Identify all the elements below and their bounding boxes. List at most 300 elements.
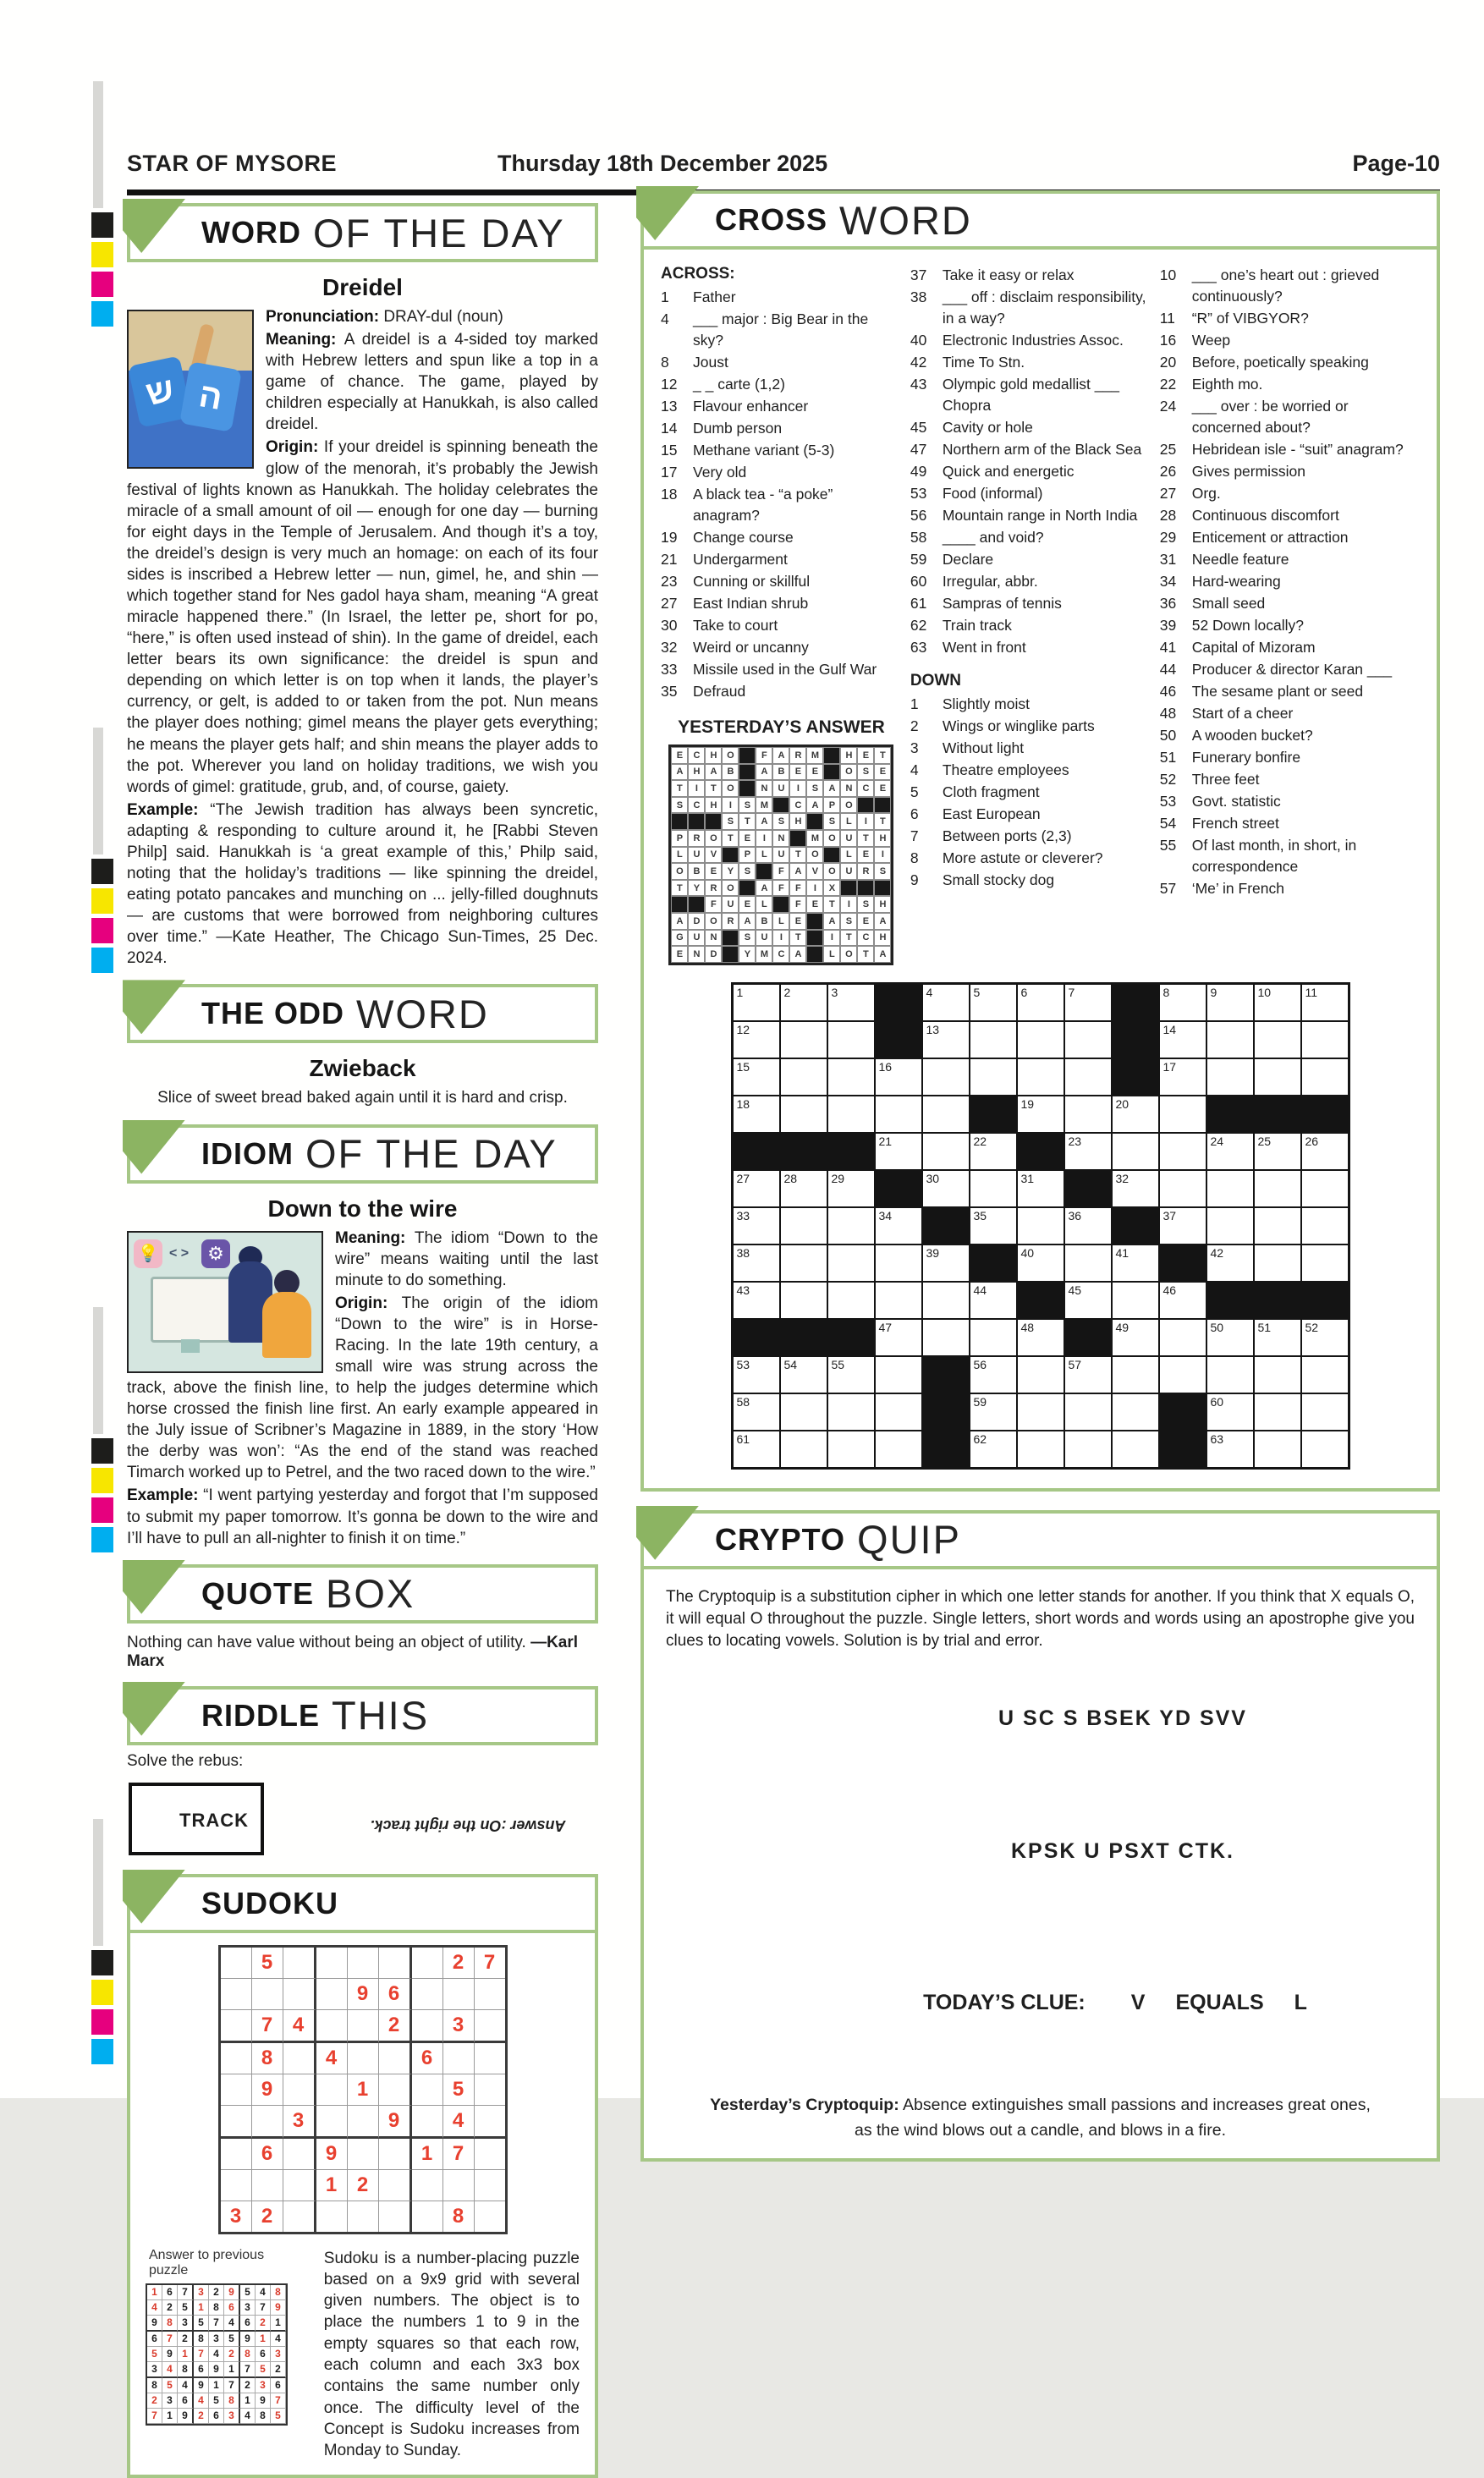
cell-number: 61 [736, 1431, 750, 1446]
clue-text: _ _ carte (1,2) [693, 376, 785, 393]
sudoku-cell: 8 [162, 2316, 178, 2332]
sudoku-cell: 6 [252, 2139, 283, 2170]
letter-cell: A [756, 880, 772, 897]
crossword-black-cell [923, 1208, 969, 1244]
crossword-black-cell [970, 1096, 1016, 1132]
yesterday-cryptoquip-label: Yesterday’s Cryptoquip: [710, 2096, 899, 2115]
clue-number: 50 [1159, 727, 1177, 744]
crossword-clue [1160, 659, 1420, 680]
crossword-cell [923, 1096, 969, 1132]
letter-cell: N [840, 780, 857, 797]
letter-cell: R [722, 913, 739, 930]
crossword-clue [910, 615, 1151, 636]
letter-cell: A [772, 747, 789, 764]
crossword-cell [1065, 1431, 1111, 1467]
sudoku-row [147, 2347, 286, 2362]
crossword-cell [970, 1357, 1016, 1393]
sudoku-cell [221, 2106, 252, 2139]
crossword-clue [910, 287, 1151, 329]
crossword-cell [734, 1022, 779, 1058]
corner-flag-icon [123, 199, 185, 253]
crossword-cell [828, 1283, 874, 1318]
sudoku-cell: 6 [256, 2347, 271, 2362]
letter-cell: S [722, 813, 739, 830]
crossword-cell [1065, 1357, 1111, 1393]
crossword-clue [1160, 791, 1420, 812]
clue-number: 29 [1159, 529, 1177, 546]
yesterday-cryptoquip [666, 2093, 1415, 2143]
crossword-cell [970, 1208, 1016, 1244]
crossword-clue [1160, 615, 1420, 636]
letter-cell: L [772, 913, 789, 930]
crossword-cell [828, 1245, 874, 1281]
clue-text: ____ and void? [942, 529, 1044, 546]
letter-cell: I [806, 880, 823, 897]
sudoku-cell [412, 1979, 443, 2010]
clue-number: 40 [910, 332, 927, 349]
cell-number: 7 [1068, 985, 1075, 999]
crossword-cell [923, 1320, 969, 1355]
crossword-black-cell [923, 1357, 969, 1393]
crossword-cell [1207, 1431, 1253, 1467]
cell-number: 33 [736, 1208, 750, 1223]
clue-number: 62 [910, 617, 927, 634]
letter-cell: C [857, 930, 874, 947]
issue-date: Thursday 18th December 2025 [497, 151, 828, 176]
letter-cell: I [840, 896, 857, 913]
letter-cell: S [806, 780, 823, 797]
clue-text: Take it easy or relax [942, 266, 1075, 283]
letter-cell: A [739, 913, 756, 930]
sudoku-description: Sudoku is a number-placing puzzle based on a 9x9 grid with several given numbers. The object is to place the numbers 1 to 9 in the empty squares so that each row, each column and each 3x3 box contains the same number only once. The difficulty level of the Concept is Sudoku increases from Monday to Sunday. [323, 2249, 580, 2460]
letter-cell: B [772, 764, 789, 781]
gear-icon: ⚙ [201, 1239, 230, 1268]
cell-number: 5 [973, 985, 981, 999]
crossword-cell [1113, 1096, 1158, 1132]
crossword-cell [1018, 1059, 1064, 1095]
crossword-cell [734, 1394, 779, 1430]
crossword-clue [661, 440, 902, 461]
letter-cell: M [806, 830, 823, 847]
crossword-cell [781, 1022, 827, 1058]
sudoku-row [147, 2393, 286, 2409]
letter-cell: T [789, 847, 806, 864]
crossword-clue [910, 374, 1151, 416]
section-word-of-the-day-header [127, 203, 598, 262]
clue-text: Quick and energetic [942, 463, 1075, 480]
article-paragraph: Example: “The Jewish tradition has always been syncretic, adapting & responding to culture around it, he [Rabbi Steven Philp] said. Hanukkah is ‘a great example of this,’ Philp said, noting that the holiday’s traditions — like spinning the dreidel, eating potato pancakes and munching on ... jelly-filled doughnuts — are customs that were borrowed from neighboring cultures over time.” —Kate Heather, The Chicago Sun-Times, 25 Dec. 2024. [127, 800, 598, 968]
crossword-cell [1255, 1171, 1300, 1206]
sudoku-cell: 5 [162, 2378, 178, 2393]
letter-cell: N [772, 830, 789, 847]
letter-cell: F [772, 863, 789, 880]
crossword-cell [1160, 1022, 1206, 1058]
sudoku-row [147, 2409, 286, 2424]
clue-number: 63 [910, 639, 927, 656]
letter-cell: F [705, 896, 722, 913]
sudoku-cell: 5 [240, 2285, 256, 2300]
letter-cell: C [688, 747, 705, 764]
clue-number: 37 [910, 266, 927, 283]
sudoku-cell [221, 2043, 252, 2074]
clue-text: ___ off : disclaim responsibility, in a way? [942, 288, 1146, 327]
crossword-clue [661, 484, 902, 526]
clue-number: 4 [661, 310, 669, 327]
monitor-stand [181, 1339, 200, 1353]
cell-number: 19 [1020, 1096, 1035, 1111]
crossword-clue [1160, 878, 1420, 899]
crossword-cell [828, 985, 874, 1020]
sudoku-cell: 4 [443, 2106, 475, 2139]
clue-number: 24 [1159, 398, 1177, 415]
crossword-cell [828, 1096, 874, 1132]
crossword-cell [876, 1320, 921, 1355]
crossword-cell [1207, 1059, 1253, 1095]
crossword-black-cell [1160, 1394, 1206, 1430]
black-cell [705, 813, 722, 830]
clue-number: 4 [910, 761, 919, 778]
clue-number: 28 [1159, 507, 1177, 524]
clue-label: TODAY’S CLUE: [923, 1991, 1086, 2015]
letter-cell: H [874, 896, 891, 913]
sudoku-cell: 7 [194, 2347, 209, 2362]
odd-word-definition: Slice of sweet bread baked again until it is hard and crisp. [157, 1089, 568, 1107]
crossword-cell [1302, 1357, 1348, 1393]
black-cell [806, 930, 823, 947]
crossword-clue [1160, 769, 1420, 790]
crossword-clue [910, 848, 1151, 869]
sudoku-cell [283, 1979, 316, 2010]
cell-number: 53 [736, 1357, 750, 1371]
cell-number: 38 [736, 1245, 750, 1260]
sudoku-cell: 5 [271, 2409, 286, 2424]
letter-cell: Y [739, 946, 756, 963]
letter-cell: A [705, 764, 722, 781]
left-column [127, 203, 598, 2478]
black-ink-square [91, 1438, 113, 1464]
letter-cell: T [840, 930, 857, 947]
cell-number: 37 [1162, 1208, 1177, 1223]
clue-text: Eighth mo. [1191, 376, 1263, 393]
sudoku-cell: 3 [443, 2010, 475, 2043]
sudoku-cell: 1 [348, 2074, 379, 2106]
sudoku-cell: 2 [379, 2010, 412, 2043]
sudoku-cell: 3 [283, 2106, 316, 2139]
section-tag: RIDDLE [201, 1697, 320, 1733]
clue-text: Funerary bonfire [1191, 749, 1301, 766]
section-tag: WORD [201, 215, 301, 250]
clue-number: 61 [910, 595, 927, 612]
crossword-cell [828, 1357, 874, 1393]
crossword-cell [1255, 985, 1300, 1020]
letter-cell: A [671, 913, 688, 930]
clue-number: 26 [1159, 463, 1177, 480]
clue-number: 27 [1159, 485, 1177, 502]
section-tag: CROSS [715, 202, 828, 237]
crossword-clue [661, 287, 902, 308]
letter-cell: I [789, 780, 806, 797]
cell-number: 21 [878, 1134, 893, 1148]
sudoku-cell [475, 2043, 505, 2074]
corner-flag-icon [123, 1870, 185, 1924]
cell-number: 9 [1210, 985, 1217, 999]
clue-text: Very old [693, 464, 747, 481]
clue-text: Missile used in the Gulf War [693, 661, 877, 678]
sudoku-cell [221, 2010, 252, 2043]
sudoku-cell [316, 1948, 348, 1979]
black-cell [739, 780, 756, 797]
clue-number: 34 [1159, 573, 1177, 590]
cell-number: 13 [926, 1022, 940, 1036]
crossword-clue [910, 593, 1151, 614]
sudoku-cell: 3 [162, 2393, 178, 2409]
sudoku-cell: 5 [209, 2393, 224, 2409]
clue-text: Small stocky dog [942, 871, 1055, 888]
crossword-cell [1255, 1320, 1300, 1355]
clue-number: 54 [1159, 815, 1177, 832]
crossword-clue [910, 804, 1151, 825]
sudoku-cell: 1 [271, 2316, 286, 2332]
sudoku-cell [348, 2201, 379, 2232]
clue-number: 17 [661, 464, 678, 481]
letter-cell: F [789, 880, 806, 897]
sudoku-cell: 1 [256, 2332, 271, 2347]
grid-row [671, 913, 891, 930]
cell-number: 11 [1305, 985, 1318, 999]
letter-cell: A [874, 946, 891, 963]
sudoku-row [147, 2378, 286, 2393]
crossword-clue [1160, 527, 1420, 548]
crossword-cell [1302, 1320, 1348, 1355]
sudoku-cell: 6 [178, 2393, 194, 2409]
article-paragraph: Meaning: A dreidel is a 4-sided toy marked with Hebrew letters and spun like a top in a game of chance. The game, played by children especially at Hanukkah, is also called dreidel. [266, 331, 598, 434]
crossword-cell [876, 1096, 921, 1132]
letter-cell: S [823, 813, 840, 830]
letter-cell: E [705, 863, 722, 880]
clue-number: 7 [910, 827, 919, 844]
sudoku-cell: 2 [162, 2300, 178, 2316]
crossword-cell [734, 1096, 779, 1132]
person-two [262, 1292, 311, 1358]
clue-text: Small seed [1191, 595, 1266, 612]
cell-number: 23 [1068, 1134, 1082, 1148]
clue-text: Electronic Industries Assoc. [942, 332, 1124, 349]
paragraph-label: Pronunciation: [266, 308, 384, 326]
crossword-black-cell [1160, 1245, 1206, 1281]
clue-number: 5 [910, 783, 919, 800]
cell-number: 60 [1210, 1394, 1224, 1409]
crossword-cell [970, 1394, 1016, 1430]
clue-text: Sampras of tennis [942, 595, 1062, 612]
letter-cell: T [857, 830, 874, 847]
clue-text: Defraud [693, 683, 746, 700]
sudoku-cell [379, 2170, 412, 2201]
crossword-cell [1113, 1171, 1158, 1206]
dreidel-photo [127, 310, 254, 469]
letter-cell: O [705, 830, 722, 847]
grid-row [671, 880, 891, 897]
crossword-black-cell [1160, 1431, 1206, 1467]
clue-number: 33 [661, 661, 678, 678]
crossword-black-cell [1255, 1283, 1300, 1318]
paragraph-label: Example: [127, 800, 211, 819]
clue-part: EQUALS [1175, 1991, 1264, 2015]
magenta-ink-square [91, 1497, 113, 1523]
crossword-cell [734, 1245, 779, 1281]
crossword-grid [731, 982, 1350, 1470]
cell-number: 34 [878, 1208, 893, 1223]
sudoku-cell [221, 2074, 252, 2106]
sudoku-cell: 3 [271, 2347, 286, 2362]
clue-part: L [1294, 1991, 1307, 2015]
clue-text: Change course [693, 529, 794, 546]
letter-cell: C [772, 946, 789, 963]
letter-cell: U [840, 863, 857, 880]
black-cell [874, 797, 891, 814]
cell-number: 46 [1162, 1283, 1177, 1297]
clue-number: 6 [910, 805, 919, 822]
cell-number: 20 [1115, 1096, 1129, 1111]
crossword-clue [661, 374, 902, 395]
letter-cell: T [705, 780, 722, 797]
crossword-cell [828, 1022, 874, 1058]
cell-number: 39 [926, 1245, 940, 1260]
letter-cell: T [823, 896, 840, 913]
crossword-cell [1207, 1320, 1253, 1355]
crossword-cell [876, 1208, 921, 1244]
crossword-black-cell [734, 1134, 779, 1169]
crossword-cell [1255, 1208, 1300, 1244]
cell-number: 47 [878, 1320, 893, 1334]
crossword-cell [1065, 985, 1111, 1020]
crossword-cell [1065, 1134, 1111, 1169]
crossword-cell [923, 1134, 969, 1169]
crossword-cell [970, 1022, 1016, 1058]
sudoku-row [221, 2043, 505, 2074]
clue-text: Olympic gold medallist ___ Chopra [942, 376, 1119, 414]
letter-cell: P [739, 847, 756, 864]
crossword-clue [910, 694, 1151, 715]
cell-number: 63 [1210, 1431, 1224, 1446]
crossword-cell [1160, 1171, 1206, 1206]
crossword-cell [876, 1394, 921, 1430]
crossword-clue-column-3 [1160, 265, 1420, 965]
clue-text: Theatre employees [942, 761, 1069, 778]
sudoku-cell [221, 2170, 252, 2201]
letter-cell: A [874, 913, 891, 930]
black-cell [874, 880, 891, 897]
cell-number: 31 [1020, 1171, 1035, 1185]
cell-number: 42 [1210, 1245, 1224, 1260]
section-subtag: BOX [326, 1571, 415, 1617]
letter-cell: I [688, 780, 705, 797]
black-cell [688, 896, 705, 913]
crossword-cell [1160, 1283, 1206, 1318]
corner-flag-icon [123, 1682, 185, 1736]
clue-text: Before, poetically speaking [1191, 354, 1369, 371]
cyan-ink-square [91, 948, 113, 973]
crossword-clue [1160, 265, 1420, 307]
crossword-clue [1160, 505, 1420, 526]
grid-row [671, 830, 891, 847]
black-cell [739, 747, 756, 764]
clue-number: 1 [661, 288, 669, 305]
clue-number: 41 [1159, 639, 1177, 656]
clue-number: 14 [661, 420, 678, 437]
crossword-clue [1160, 725, 1420, 746]
letter-cell: H [789, 813, 806, 830]
clue-number: 39 [1159, 617, 1177, 634]
riddle-answer-upside-down: Answer :On the right track. [370, 1816, 566, 1834]
crossword-black-cell [876, 1171, 921, 1206]
article-paragraph: Pronunciation: DRAY-dul (noun) [266, 308, 503, 326]
sudoku-cell [475, 2010, 505, 2043]
sudoku-cell [348, 2139, 379, 2170]
idiom-title: Down to the wire [267, 1195, 458, 1222]
clue-text: Weird or uncanny [693, 639, 809, 656]
crossword-cell [828, 1171, 874, 1206]
grey-bar [93, 81, 103, 208]
clue-number: 42 [910, 354, 927, 371]
crossword-cell [1065, 1096, 1111, 1132]
sudoku-cell: 6 [412, 2043, 443, 2074]
letter-cell: E [806, 896, 823, 913]
sudoku-row [147, 2285, 286, 2300]
registration-group [91, 728, 117, 973]
section-subtag: WORD [356, 991, 489, 1036]
letter-cell: A [756, 813, 772, 830]
clue-number: 59 [910, 551, 927, 568]
clue-number: 48 [1159, 705, 1177, 722]
code-brackets-icon: < > [169, 1245, 190, 1261]
crossword-black-cell [876, 985, 921, 1020]
sudoku-cell [252, 2106, 283, 2139]
crossword-clue-column-1 [661, 265, 902, 965]
sudoku-cell: 2 [209, 2285, 224, 2300]
letter-cell: S [739, 797, 756, 814]
crossword-cell [781, 1171, 827, 1206]
clue-text: ‘Me’ in French [1191, 880, 1284, 897]
letter-cell: O [823, 863, 840, 880]
sudoku-cell: 6 [271, 2378, 286, 2393]
sudoku-cell: 2 [252, 2201, 283, 2232]
crossword-cell [781, 1059, 827, 1095]
letter-cell: A [789, 946, 806, 963]
cell-number: 10 [1257, 985, 1272, 999]
crossword-black-cell [876, 1022, 921, 1058]
crossword-clue [910, 417, 1151, 438]
crossword-cell [1113, 1357, 1158, 1393]
sudoku-cell [475, 2139, 505, 2170]
clue-number: 53 [910, 485, 927, 502]
sudoku-cell: 4 [209, 2347, 224, 2362]
black-ink-square [91, 1950, 113, 1975]
crossword-clue [661, 418, 902, 439]
crossword-cell [923, 1059, 969, 1095]
cyan-ink-square [91, 1527, 113, 1552]
clue-text: Of last month, in short, in correspondence [1191, 837, 1357, 875]
black-cell [722, 930, 739, 947]
yellow-ink-square [91, 1980, 113, 2005]
crossword-cell [923, 1022, 969, 1058]
crossword-cell [923, 1283, 969, 1318]
sudoku-cell: 6 [162, 2285, 178, 2300]
sudoku-cell [348, 2043, 379, 2074]
black-cell [823, 847, 840, 864]
letter-cell: I [772, 930, 789, 947]
sudoku-cell: 6 [224, 2300, 240, 2316]
sudoku-cell: 7 [162, 2332, 178, 2347]
